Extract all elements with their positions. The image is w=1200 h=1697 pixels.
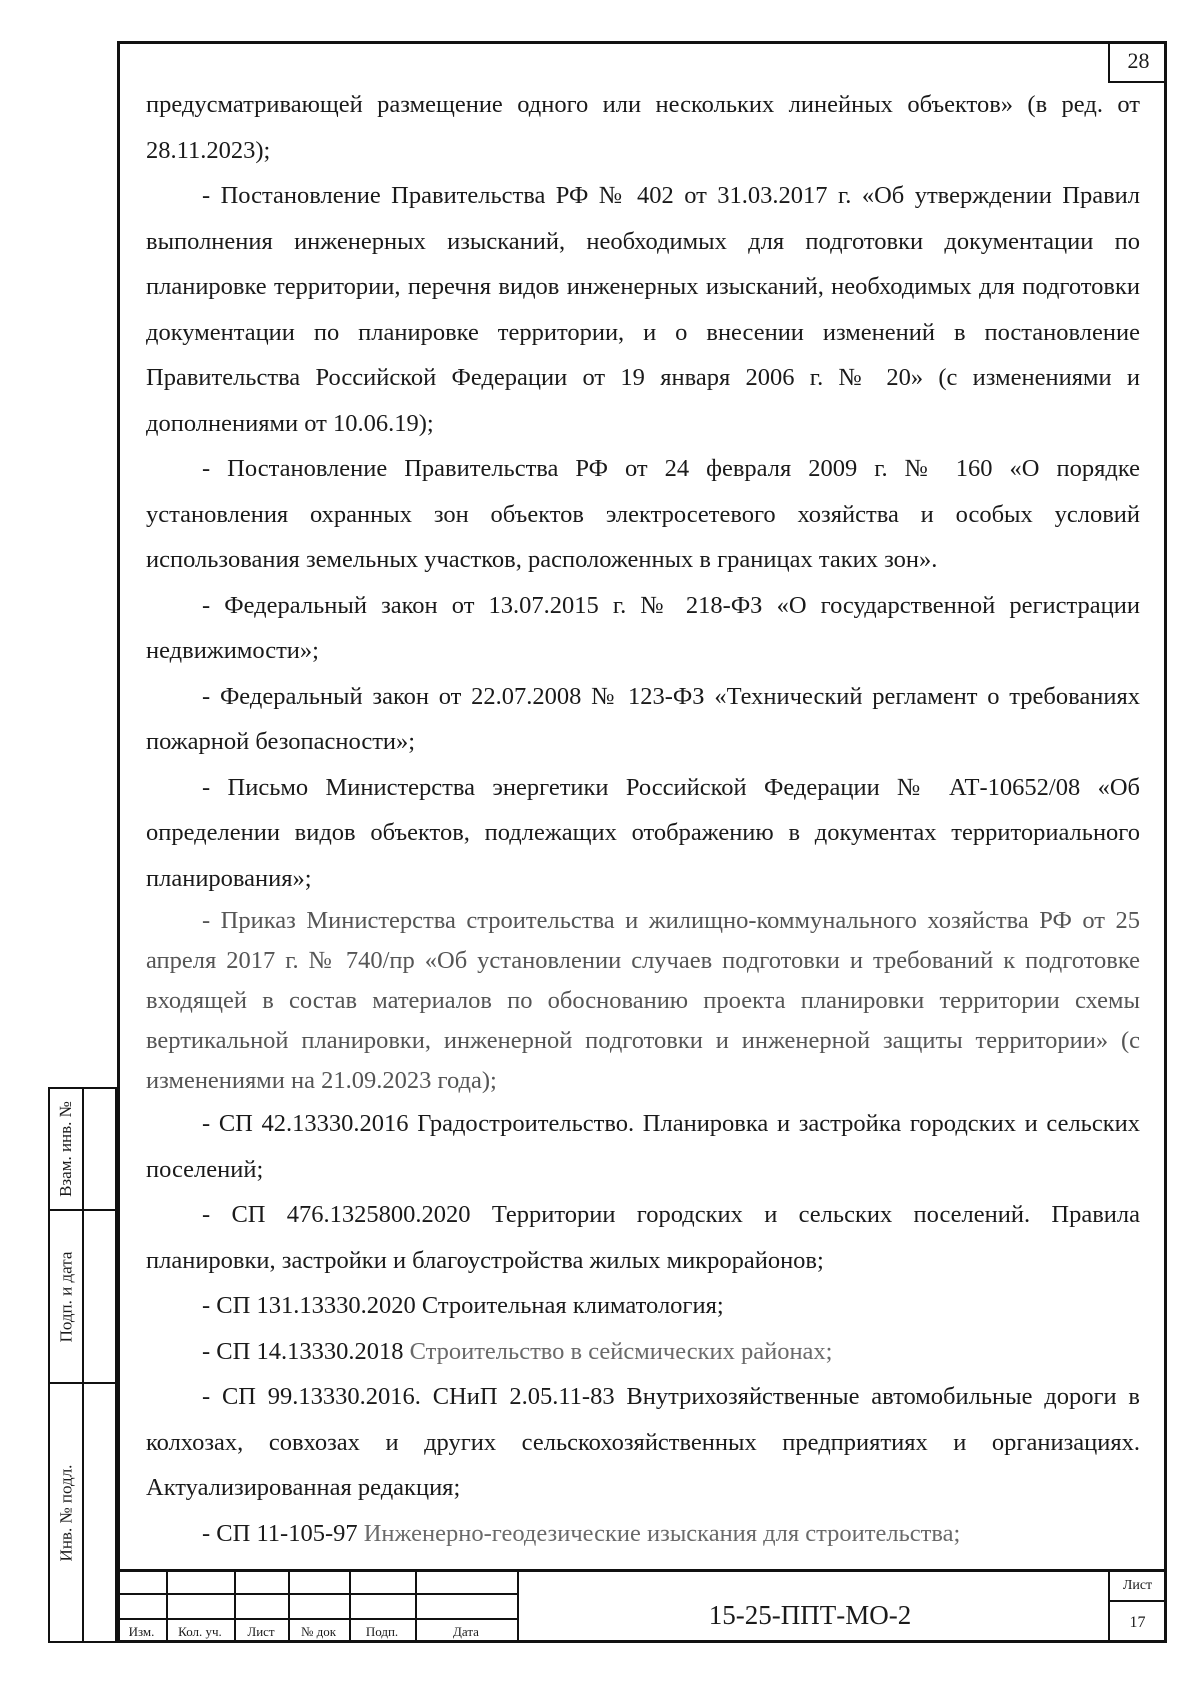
col-header: Кол. уч. (178, 1624, 222, 1639)
sheet-label: Лист (1122, 1578, 1153, 1593)
side-label: Взам. инв. № (56, 1101, 75, 1197)
paragraph: предусматривающей размещение одного или нескольких линейных объектов» (в ред. от 28.11.2023); (146, 91, 1140, 164)
page-number: 28 (1108, 41, 1167, 83)
paragraph: - СП 42.13330.2016 Градостроительство. Планировка и застройка городских и сельских поселений; (146, 1110, 1140, 1183)
side-stamp-original-inv (48, 1382, 117, 1643)
paragraph: - Федеральный закон от 13.07.2015 г. № 218-ФЗ «О государственной регистрации недвижимости»; (146, 591, 1140, 664)
document-body (146, 82, 1140, 1556)
paragraph: - Постановление Правительства РФ № 402 от 31.03.2017 г. «Об утверждении Правил выполнения инженерных изысканий, необходимых для подготовки документации по планировке территории, перечня видов инженерных изысканий, необходимых для подготовки документации по планировке территории, и о внесении изменений в постановление Правительства Российской Федерации от 19 января 2006 г. № 20» (с изменениями и дополнениями от 10.06.19); (146, 182, 1140, 437)
col-header: Подп. (365, 1624, 399, 1639)
paragraph-rest: Строительство в сейсмических районах; (409, 1337, 833, 1365)
paragraph-rest: Инженерно-геодезические изыскания для строительства; (363, 1519, 961, 1547)
paragraph-prefix: - СП 14.13330.2018 (202, 1337, 410, 1365)
paragraph: - Письмо Министерства энергетики Российской Федерации № АТ-10652/08 «Об определении видов объектов, подлежащих отображению в документах территориального планирования»; (146, 773, 1140, 892)
paragraph: - Постановление Правительства РФ от 24 февраля 2009 г. № 160 «О порядке установления охранных зон объектов электросетевого хозяйства и особых условий использования земельных участков, расположенных в границах таких зон». (146, 455, 1140, 573)
paragraph: - Приказ Министерства строительства и жилищно-коммунального хозяйства РФ от 25 апреля 2017 г. № 740/пр «Об установлении случаев подготовки и требований к подготовке входящей в состав материалов по обоснованию проекта планировки территории схемы вертикальной планировки, инженерной подготовки и инженерной защиты территории» (с изменениями на 21.09.2023 года); (146, 907, 1140, 1094)
col-header: Лист (247, 1624, 275, 1639)
col-header: Дата (453, 1624, 479, 1639)
paragraph-prefix: - СП 11-105-97 (202, 1519, 364, 1547)
side-stamp-replaced-inv (48, 1087, 117, 1211)
paragraph: - СП 131.13330.2020 Строительная климатология; (202, 1292, 724, 1319)
col-header: № док (300, 1624, 337, 1639)
col-header: Изм. (128, 1624, 155, 1639)
paragraph (146, 1329, 1140, 1375)
paragraph: - СП 99.13330.2016. СНиП 2.05.11-83 Внутрихозяйственные автомобильные дороги в колхозах, совхозах и других сельскохозяйственных предприятиях и организациях. Актуализированная редакция; (146, 1383, 1140, 1501)
side-stamp-sign-date (48, 1209, 117, 1384)
side-label: Инв. № подл. (56, 1464, 75, 1561)
paragraph: - Федеральный закон от 22.07.2008 № 123-ФЗ «Технический регламент о требованиях пожарной безопасности»; (146, 682, 1140, 755)
document-code: 15-25-ППТ-МО-2 (708, 1600, 912, 1630)
side-label: Подп. и дата (56, 1251, 76, 1342)
paragraph: - СП 476.1325800.2020 Территории городских и сельских поселений. Правила планировки, застройки и благоустройства жилых микрорайонов; (146, 1201, 1140, 1274)
paragraph (146, 1511, 1140, 1557)
sheet-number: 17 (1129, 1614, 1146, 1631)
